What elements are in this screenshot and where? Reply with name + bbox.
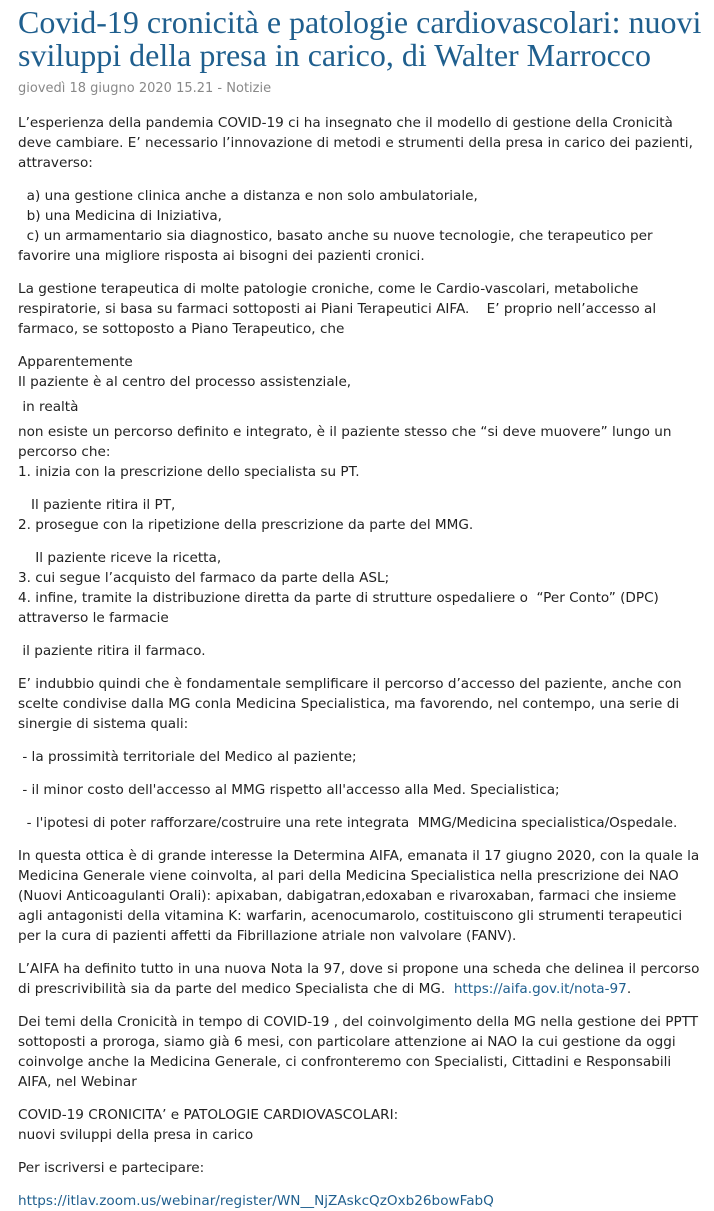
article-date: giovedì 18 giugno 2020 15.21 [18,81,214,96]
paragraph-ritira-farmaco: il paziente ritira il farmaco. [18,643,206,659]
article-body [18,113,704,1211]
paragraph-intro: L’esperienza della pandemia COVID-19 ci ha insegnato che il modello di gestione della Cronicità deve cambiare. E’ necessario l’innovazione di metodi e strumenti della presa in carico dei pazienti, attraverso: [18,115,693,171]
paragraph-webinar-title [18,1105,704,1145]
step-2: 2. prosegue con la ripetizione della prescrizione da parte del MMG. [18,517,474,533]
text-line: nuovi sviluppi della presa in carico [18,1127,254,1143]
list-item: a) una gestione clinica anche a distanza e non solo ambulatoriale, [18,188,478,204]
list-item: b) una Medicina di Iniziativa, [18,208,222,224]
paragraph-nota-97 [18,959,704,999]
meta-separator: - [213,81,227,96]
article-title: Covid-19 cronicità e patologie cardiovascolari: nuovi sviluppi della presa in carico, di Walter Marrocco [18,4,702,73]
paragraph-steps-3-4 [18,548,704,628]
paragraph-semplificare: E’ indubbio quindi che è fondamentale semplificare il percorso d’accesso del paziente, anche con scelte condivise dalla MG conla Medicina Specialistica, ma favorendo, nel contempo, una serie di sinergie di sistema quali: [18,676,682,732]
text-line: COVID-19 CRONICITA’ e PATOLOGIE CARDIOVASCOLARI: [18,1107,399,1123]
list-approaches [18,186,704,266]
bullet-item: - il minor costo dell'accesso al MMG rispetto all'accesso alla Med. Specialistica; [18,782,560,798]
text-run: L’AIFA ha definito tutto in una nuova Nota la 97, dove si propone una scheda che delinea il percorso di prescrivibilità sia da parte del medico Specialista che di MG. [18,961,704,997]
text-line: Il paziente riceve la ricetta, [18,550,222,566]
paragraph-percorso [18,422,704,482]
paragraph-step-2 [18,495,704,535]
list-item: c) un armamentario sia diagnostico, basato anche su nuove tecnologie, che terapeutico per favorire una migliore risposta ai bisogni dei pazienti cronici. [18,228,657,264]
paragraph-webinar: Dei temi della Cronicità in tempo di COVID-19 , del coinvolgimento della MG nella gestione dei PPTT sottoposti a proroga, siamo già 6 mesi, con particolare attenzione ai NAO la cui gestione da oggi coinvolge anche la Medicina Generale, ci confronteremo con Specialisti, Cittadini e Responsabili AIFA, nel Webinar [18,1014,699,1090]
text-run: . [626,981,632,997]
bullet-item: - l'ipotesi di poter rafforzare/costruire una rete integrata MMG/Medicina specialistica/Ospedale. [18,815,678,831]
article-category: Notizie [226,81,272,96]
text-line: non esiste un percorso definito e integrato, è il paziente stesso che “si deve muovere” lungo un percorso che: [18,424,672,460]
text-line: Il paziente è al centro del processo assistenziale, [18,374,352,390]
article-meta [18,80,704,98]
step-3: 3. cui segue l’acquisto del farmaco da parte della ASL; [18,570,390,586]
step-1: 1. inizia con la prescrizione dello specialista su PT. [18,464,360,480]
paragraph-signup-link [18,1191,704,1211]
step-4: 4. infine, tramite la distribuzione diretta da parte di strutture ospedaliere o “Per Conto” (DPC) attraverso le farmacie [18,590,664,626]
text-line: Apparentemente [18,354,133,370]
webinar-signup-link[interactable]: https://itlav.zoom.us/webinar/register/WN__NjZAskcQzOxb26bowFabQ [18,1193,494,1209]
bullet-item: - la prossimità territoriale del Medico al paziente; [18,749,357,765]
paragraph-in-realta: in realtà [18,399,79,415]
paragraph-iscriversi: Per iscriversi e partecipare: [18,1160,205,1176]
text-line: Il paziente ritira il PT, [18,497,176,513]
nota-97-link[interactable]: https://aifa.gov.it/nota-97 [453,981,627,997]
paragraph-therapeutic: La gestione terapeutica di molte patologie croniche, come le Cardio-vascolari, metaboliche respiratorie, si basa su farmaci sottoposti ai Piani Terapeutici AIFA. E’ proprio nell’accesso al farmaco, se sottoposto a Piano Terapeutico, che [18,281,661,337]
paragraph-determina-aifa: In questa ottica è di grande interesse la Determina AIFA, emanata il 17 giugno 2020, con la quale la Medicina Generale viene coinvolta, al pari della Medicina Specialistica nella prescrizione dei NAO (Nuovi Anticoagulanti Orali): apixaban, dabigatran,edoxaban e rivaroxaban, farmaci che insieme agli antagonisti della vitamina K: warfarin, acenocumarolo, costituiscono gli strumenti terapeutici per la cura di pazienti affetti da Fibrillazione atriale non valvolare (FANV). [18,848,700,944]
paragraph-apparentemente [18,352,704,392]
